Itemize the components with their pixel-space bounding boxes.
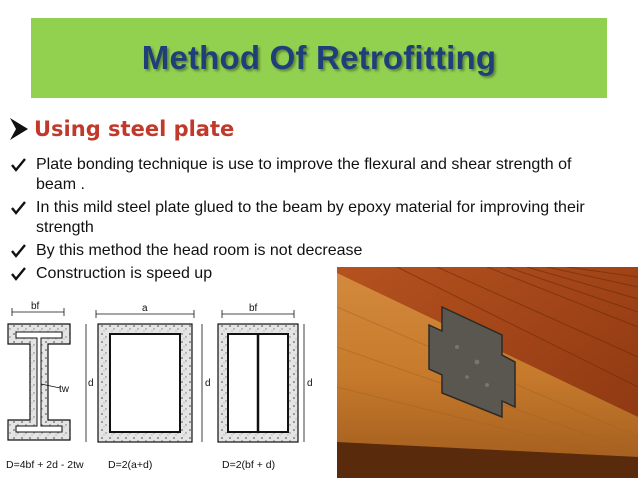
dim-label-a: a <box>142 303 148 314</box>
check-icon <box>10 243 26 259</box>
check-icon <box>10 200 26 216</box>
caption-i-beam: D=4bf + 2d - 2tw <box>6 459 84 471</box>
bullet-text: Construction is speed up <box>36 265 213 282</box>
dim-label-bf: bf <box>31 301 40 312</box>
arrow-right-icon <box>8 116 30 142</box>
caption-box: D=2(a+d) <box>108 459 153 471</box>
dim-label-bf-2: bf <box>249 303 258 314</box>
bullet-text: By this method the head room is not decrease <box>36 242 363 259</box>
check-icon <box>10 157 26 173</box>
dim-label-d-3: d <box>307 378 313 389</box>
caption-double-beam: D=2(bf + d) <box>222 459 276 471</box>
dim-label-d-1: d <box>88 378 94 389</box>
box-section <box>96 303 211 471</box>
beam-section-diagram <box>4 300 340 476</box>
subheading <box>8 116 234 142</box>
slide-title: Method Of Retrofitting <box>141 39 497 76</box>
bullet-text: Plate bonding technique is use to improve the flexural and shear strength of beam . <box>36 156 572 193</box>
list-item <box>10 198 610 238</box>
title-band <box>31 18 607 98</box>
dim-label-tw: tw <box>59 384 69 395</box>
dim-label-d: d <box>205 378 211 389</box>
list-item <box>10 241 610 261</box>
bullet-text: In this mild steel plate glued to the beam by epoxy material for improving their strength <box>36 199 585 236</box>
subheading-text: Using steel plate <box>34 117 235 141</box>
beam-photo <box>337 267 638 478</box>
check-icon <box>10 266 26 282</box>
list-item <box>10 155 610 195</box>
double-beam-section <box>218 303 313 471</box>
i-beam-section <box>6 301 84 471</box>
